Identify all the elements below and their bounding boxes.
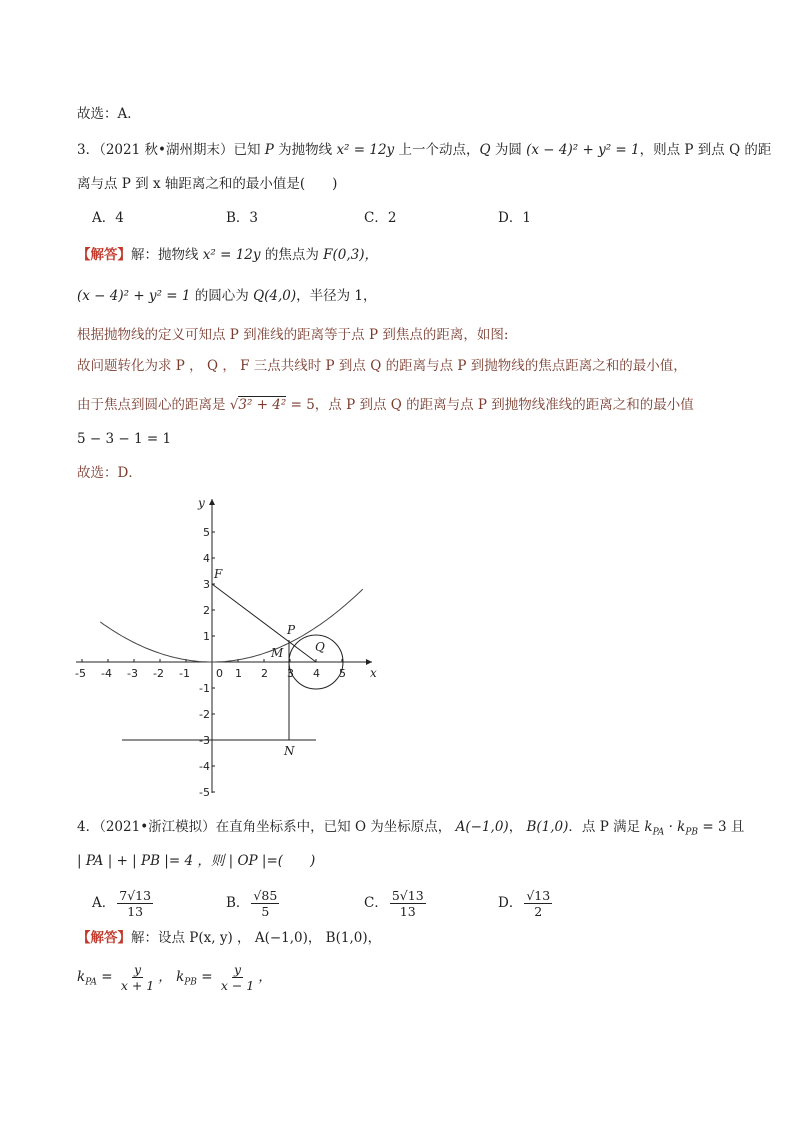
q3-option-a: A．4 xyxy=(92,210,124,226)
x-tick-label: -2 xyxy=(153,667,164,680)
q4-option-c: C． $\frac{5√13}{13}$ xyxy=(364,888,424,919)
ans3-line4: 故问题转化为求 P ， Q ， F 三点共线时 P 到点 Q 的距离与点 P 到抛物线的焦点距离之和的最小值， xyxy=(77,358,687,374)
point-f-label: F xyxy=(214,567,223,581)
q4-k-expr: $k_{PA} \cdot k_{PB}$ xyxy=(644,819,699,838)
ans3-text: 的圆心为 xyxy=(190,288,254,304)
q4-option-b: B． $\frac{√85}{5}$ xyxy=(226,888,278,919)
ans3-text: = 5，点 P 到点 Q 的距离与点 P 到抛物线准线的距离之和的最小值 xyxy=(286,397,694,413)
point-q-label: Q xyxy=(315,640,325,654)
x-tick-label: 4 xyxy=(313,667,320,680)
y-axis-label: y xyxy=(198,496,205,510)
q3-stem-part: 为圆 xyxy=(490,142,527,158)
answer-tag: 【解答】 xyxy=(77,247,131,263)
ans3-line1 xyxy=(77,245,378,265)
q3-stem-part: 3．（2021 秋•湖州期末）已知 xyxy=(77,142,265,158)
q3-point-p: P xyxy=(264,142,274,158)
ans4-text: 解：设点 P(x, y) ， A(−1,0)， B(1,0)， xyxy=(131,930,382,946)
x-tick-label: 1 xyxy=(235,667,242,680)
ans4-frac-pa: $\frac{y}{x + 1}$ xyxy=(120,962,155,993)
y-tick-label: 1 xyxy=(203,630,210,643)
ans3-sqrt-expr: 3² + 4² xyxy=(238,397,287,413)
x-tick-label: 3 xyxy=(287,667,294,680)
q4-stem-part: ．点 P 满足 xyxy=(568,819,645,835)
ans3-text: 解：抛物线 xyxy=(131,247,203,263)
ans3-text: 的焦点为 xyxy=(260,247,324,263)
ans3-line2 xyxy=(77,286,377,306)
y-tick-label: -1 xyxy=(199,682,210,695)
q3-option-b: B．3 xyxy=(226,210,259,226)
q4-stem-part: ， xyxy=(508,819,527,835)
x-tick-label: -3 xyxy=(127,667,138,680)
q3-option-d: D．1 xyxy=(498,210,531,226)
q4-option-d: D． $\frac{√13}{2}$ xyxy=(498,888,551,919)
sqrt-symbol: √ xyxy=(229,397,239,413)
q4-point-a: A(−1,0) xyxy=(455,819,509,835)
parabola-circle-graph xyxy=(72,493,382,803)
answer-tag: 【解答】 xyxy=(77,930,131,946)
y-tick-label: -3 xyxy=(199,734,210,747)
segment-fq xyxy=(212,584,316,662)
origin-label: 0 xyxy=(216,667,223,680)
y-tick-label: 5 xyxy=(203,526,210,539)
y-tick-label: 4 xyxy=(203,552,210,565)
y-tick-label: 3 xyxy=(203,578,210,591)
q4-point-b: B(1,0) xyxy=(526,819,569,835)
q4-stem-line2: | PA | + | PB |= 4 ，则 | OP |=( ) xyxy=(77,853,316,869)
x-tick-label: -4 xyxy=(101,667,112,680)
q4-stem-part: = 3 且 xyxy=(698,819,745,835)
x-tick-label: -1 xyxy=(179,667,190,680)
q3-parabola-expr: x² = 12y xyxy=(336,142,395,158)
q3-stem-part: 为抛物线 xyxy=(273,142,337,158)
ans3-text: 由于焦点到圆心的距离是 xyxy=(77,397,230,413)
q4-stem-part: 4．（2021•浙江模拟）在直角坐标系中，已知 O 为坐标原点， xyxy=(77,819,456,835)
x-tick-label: 5 xyxy=(339,667,346,680)
x-tick-label: -5 xyxy=(75,667,86,680)
ans4-line2: $k_{PA}$ = $\frac{y}{x + 1}$ ， $k_{PB}$ = $\frac{y}{x - 1}$ ， xyxy=(77,962,272,993)
ans4-line1 xyxy=(77,928,381,948)
ans3-parabola-expr: x² = 12y xyxy=(202,247,261,263)
q4-option-a: A． $\frac{7√13}{13}$ xyxy=(92,888,152,919)
q3-stem-line2: 离与点 P 到 x 轴距离之和的最小值是( ) xyxy=(77,176,338,192)
y-tick-label: -5 xyxy=(199,786,210,799)
q3-stem-part: ，则点 P 到点 Q 的距 xyxy=(639,142,772,158)
q4-stem-line1 xyxy=(77,817,744,843)
ans3-center: Q(4,0) xyxy=(253,288,297,304)
q3-stem-line1 xyxy=(77,140,771,160)
ans4-frac-pb: $\frac{y}{x - 1}$ xyxy=(220,962,255,993)
q3-option-c: C．2 xyxy=(364,210,397,226)
point-n-label: N xyxy=(284,744,295,758)
ans3-choice: 故选：D． xyxy=(77,465,142,481)
x-tick-label: 2 xyxy=(261,667,268,680)
y-tick-label: -4 xyxy=(199,760,210,773)
point-m-label: M xyxy=(271,646,284,660)
q3-point-q: Q xyxy=(479,142,491,158)
x-axis-label: x xyxy=(370,666,377,680)
ans3-circle-expr: (x − 4)² + y² = 1 xyxy=(77,288,191,304)
ans3-text: ，半径为 1， xyxy=(296,288,377,304)
ans3-line3: 根据抛物线的定义可知点 P 到准线的距离等于点 P 到焦点的距离，如图: xyxy=(77,327,509,343)
ans3-line6: 5 − 3 − 1 = 1 xyxy=(77,431,172,447)
q3-circle-expr: (x − 4)² + y² = 1 xyxy=(526,142,640,158)
y-tick-label: -2 xyxy=(199,708,210,721)
q3-stem-part: 上一个动点， xyxy=(394,142,480,158)
ans3-focus: F(0,3)， xyxy=(323,247,378,263)
prev-answer-choice: 故选：A． xyxy=(77,106,141,122)
ans3-line5 xyxy=(77,395,694,415)
point-p-label: P xyxy=(287,623,296,637)
y-tick-label: 2 xyxy=(203,604,210,617)
